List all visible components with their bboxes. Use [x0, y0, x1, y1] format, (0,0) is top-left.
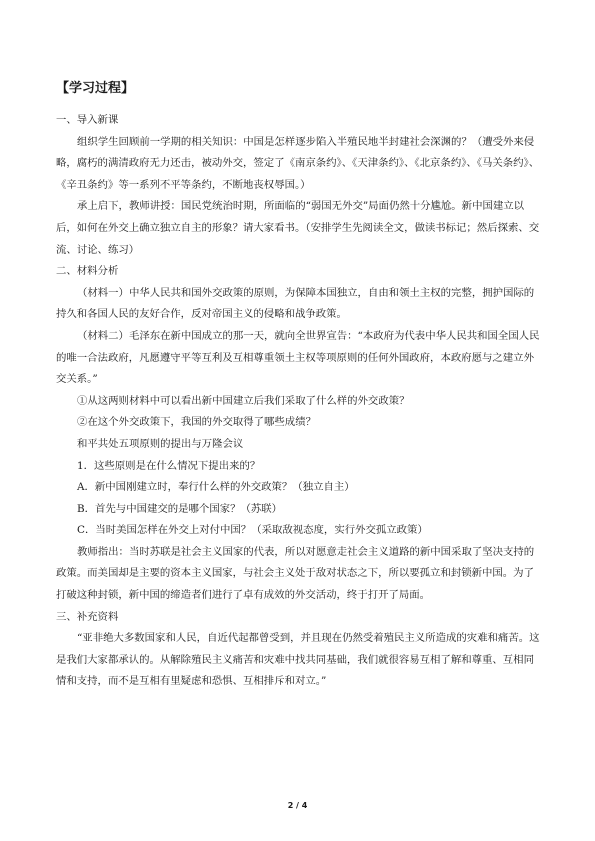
paragraph: 承上启下，教师讲授：国民党统治时期，所面临的“弱国无外交”局面仍然十分尴尬。新中国建立以后，如何在外交上确立独立自主的形象？请大家看书。（安排学生先阅读全文，做读书标记；然后探索、交流、讨论、练习） — [56, 200, 540, 256]
subheading: 和平共处五项原则的提出与万隆会议 — [77, 437, 244, 450]
quote-paragraph: “亚非绝大多数国家和人民，自近代起都曾受到，并且现在仍然受着殖民主义所造成的灾难和痛苦。这是我们大家都承认的。从解除殖民主义痛苦和灾难中找共同基础，我们就很容易互相了解和尊重、互相同情和支持，而不是互相有里疑虑和恐惧、互相排斥和对立。” — [56, 632, 540, 688]
list-item: 1．这些原则是在什么情况下提出来的？ — [77, 459, 261, 472]
section-title-material: 二、材料分析 — [56, 265, 119, 278]
question: ①从这两则材料中可以看出新中国建立后我们采取了什么样的外交政策？ — [77, 394, 410, 407]
paragraph: 教师指出：当时苏联是社会主义国家的代表，所以对愿意走社会主义道路的新中国采取了坚决支持的政策。而美国却是主要的资本主义国家，与社会主义处于敌对状态之下，所以要孤立和封锁新中国。为了打破这种封锁，新中国的缔造者们进行了卓有成效的外交活动，终于打开了局面。 — [56, 545, 535, 602]
document-body — [56, 110, 540, 693]
section-title-intro: 一、导入新课 — [56, 114, 119, 126]
section-title-supplement: 三、补充资料 — [56, 610, 119, 623]
paragraph: 组织学生回顾前一学期的相关知识：中国是怎样逐步陷入半殖民地半封建社会深渊的？（遭受外来侵略，腐朽的满清政府无力还击，被动外交，签定了《南京条约》、《天津条约》、《北京条约》、《马关条约》、《辛丑条约》等一系列不平等条约，不断地丧权辱国。） — [56, 135, 540, 191]
page-number: 2 / 4 — [287, 801, 308, 810]
list-item: B．首先与中国建交的是哪个国家？（苏联） — [77, 502, 283, 515]
list-item: C．当时美国怎样在外交上对付中国？（采取敌视态度，实行外交孤立政策） — [77, 524, 428, 537]
question: ②在这个外交政策下，我国的外交取得了哪些成绩？ — [77, 416, 316, 429]
paragraph: （材料二）毛泽东在新中国成立的那一天，就向全世界宣告：“本政府为代表中华人民共和国全国人民的唯一合法政府，凡愿遵守平等互利及互相尊重领土主权等项原则的任何外国政府，本政府愿与之建立外交关系。” — [56, 329, 540, 386]
paragraph: （材料一）中华人民共和国外交政策的原则，为保障本国独立，自由和领土主权的完整，拥护国际的持久和各国人民的友好合作，反对帝国主义的侵略和战争政策。 — [56, 286, 535, 321]
section-heading: 【学习过程】 — [56, 81, 135, 96]
list-item: A．新中国刚建立时，奉行什么样的外交政策？（独立自主） — [77, 481, 355, 494]
